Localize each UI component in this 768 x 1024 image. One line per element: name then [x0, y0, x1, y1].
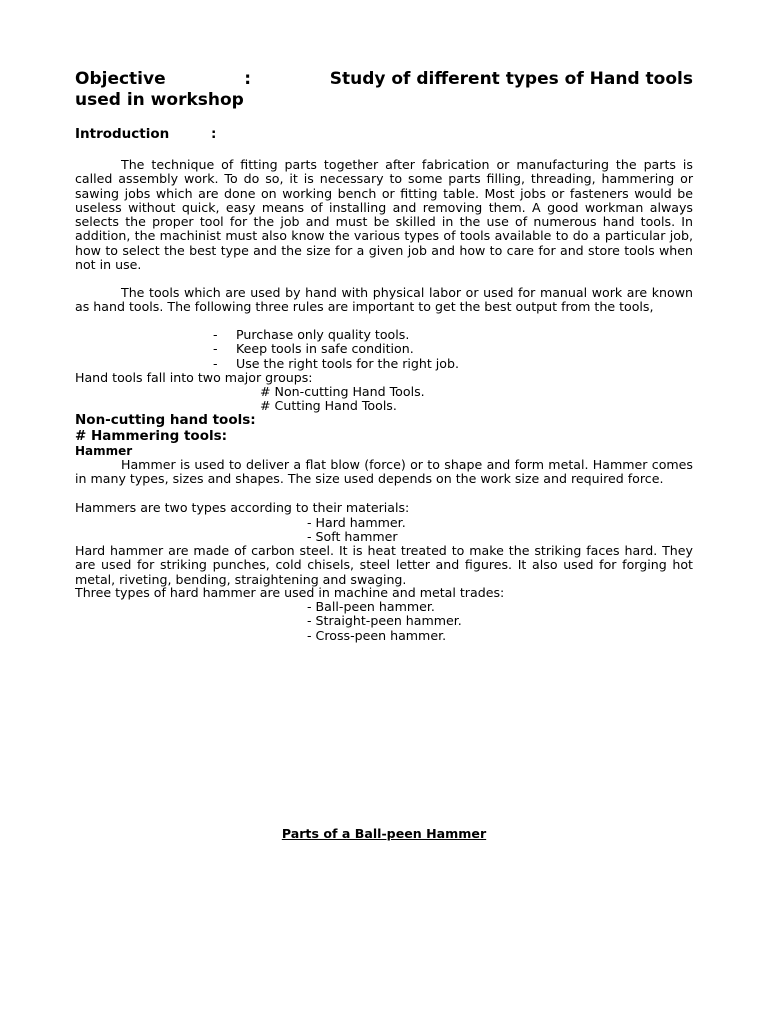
- objective-title: [75, 69, 693, 111]
- groups-intro: Hand tools fall into two major groups:: [75, 370, 313, 385]
- hammer-types-intro: Hammers are two types according to their materials:: [75, 500, 410, 515]
- rule-text: Purchase only quality tools.: [236, 327, 410, 342]
- group-item: # Non-cutting Hand Tools.: [260, 384, 425, 399]
- rule-item: [213, 342, 459, 356]
- rules-list: [213, 328, 459, 371]
- list-item: - Soft hammer: [307, 529, 398, 545]
- rule-dash: -: [213, 355, 218, 371]
- introduction-heading: [75, 126, 217, 142]
- rule-text: Keep tools in safe condition.: [236, 341, 414, 357]
- hard-hammer-types-list: [307, 600, 462, 643]
- introduction-label: Introduction: [75, 126, 170, 142]
- objective-title-line2: used in workshop: [75, 90, 244, 110]
- objective-title-line1: [75, 69, 693, 90]
- rule-item: [213, 357, 459, 371]
- document-page: [75, 0, 693, 1024]
- figure-caption-text: Parts of a Ball-peen Hammer: [281, 826, 487, 841]
- list-item: - Cross-peen hammer.: [307, 627, 447, 643]
- hand-tools-paragraph: The tools which are used by hand with physical labor or used for manual work are known as hand tools. The following three rules are important to get the best output from the tools,: [75, 285, 693, 315]
- non-cutting-heading: Non-cutting hand tools:: [75, 412, 256, 428]
- rule-text: Use the right tools for the right job.: [236, 355, 459, 371]
- hammer-heading: Hammer: [75, 444, 133, 458]
- objective-colon: :: [244, 69, 252, 89]
- list-item: - Straight-peen hammer.: [307, 613, 462, 629]
- hammer-types-list: [307, 516, 406, 545]
- introduction-colon: :: [211, 126, 217, 142]
- list-item: - Hard hammer.: [307, 515, 406, 530]
- groups-list: [260, 385, 425, 414]
- introduction-paragraph: The technique of fitting parts together after fabrication or manufacturing the parts is called assembly work. To do so, it is necessary to some parts filling, threading, hammering or sawing jobs which are done on working bench or fitting table. Most jobs or fasteners would be useless without quick, easy means of installing and removing them. A good workman always selects the proper tool for the job and must be skilled in the use of numerous hand tools. In addition, the machinist must also know the various types of tools available to do a particular job, how to select the best type and the size for a given job and how to care for and store tools when not in use.: [75, 157, 693, 273]
- rule-dash: -: [213, 341, 218, 357]
- hard-hammer-paragraph: Hard hammer are made of carbon steel. It is heat treated to make the striking faces hard. They are used for striking punches, cold chisels, steel letter and figures. It also used for forging hot metal, riveting, bending, straightening and swaging.: [75, 543, 693, 587]
- rule-item: [213, 328, 459, 342]
- group-item: # Cutting Hand Tools.: [260, 398, 397, 414]
- figure-caption: [75, 826, 693, 841]
- hammer-paragraph: Hammer is used to deliver a flat blow (force) or to shape and form metal. Hammer comes in many types, sizes and shapes. The size used depends on the work size and required force.: [75, 457, 693, 487]
- rule-dash: -: [213, 327, 218, 342]
- list-item: - Ball-peen hammer.: [307, 599, 435, 614]
- objective-title-text: Study of different types of Hand tools: [329, 69, 693, 89]
- hard-hammer-types-intro: Three types of hard hammer are used in machine and metal trades:: [75, 585, 505, 600]
- hammering-tools-heading: # Hammering tools:: [75, 428, 228, 444]
- objective-label: Objective: [75, 69, 166, 89]
